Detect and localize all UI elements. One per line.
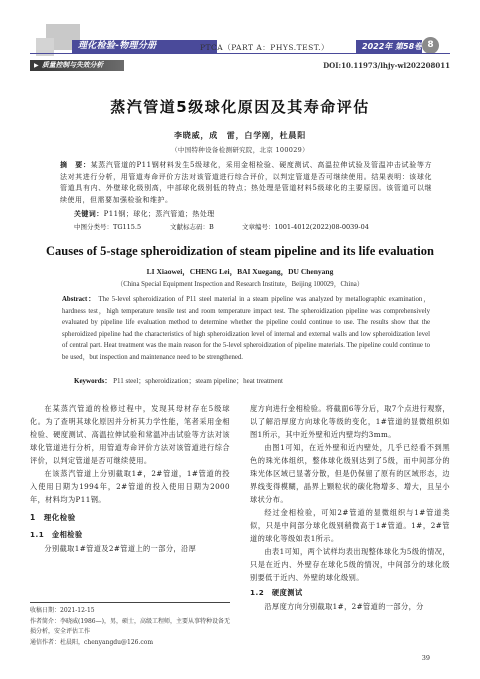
keywords-en bbox=[74, 376, 283, 386]
body-paragraph: 在该蒸汽管道上分别截取1#，2#管道，1#管道的投入使用日期为1994年，2#管道的投入使用日期为2000年，材料均为P11钢。 bbox=[30, 469, 230, 504]
section-label: 质量控制与失效分析 bbox=[42, 61, 104, 69]
section-tag bbox=[30, 60, 150, 71]
header-divider bbox=[30, 53, 450, 54]
abstract-cn bbox=[60, 159, 432, 206]
section-heading: 1 理化检验 bbox=[30, 513, 76, 522]
keywords-cn bbox=[74, 209, 215, 219]
clc-number: 中图分类号：TG115.5 bbox=[74, 223, 142, 231]
affiliation-en: （China Special Equipment Inspection and Research Institute，Beijing 100029，China） bbox=[116, 281, 364, 288]
body-paragraph: 度方向进行金相检验。将截面6等分后，取7个点进行观察，以了解沿厚度方向球化等级的变化，1#管道的显微组织如图1所示，其中近外壁和近内壁均约3mm。 bbox=[250, 404, 450, 439]
body-paragraph: 分别截取1#管道及2#管道上的一部分，沿厚 bbox=[44, 544, 197, 553]
document-code: 文献标志码：B bbox=[170, 223, 214, 231]
issue-number-badge: 8 bbox=[422, 37, 439, 54]
body-right-column bbox=[250, 402, 450, 613]
keywords-en-label: Keywords： bbox=[74, 377, 112, 385]
affiliation-cn: （中国特种设备检测研究院，北京 100029） bbox=[171, 146, 309, 154]
journal-brand: 理化检验-物理分册 bbox=[78, 41, 157, 51]
abstract-en-label: Abstract： bbox=[62, 296, 96, 303]
footnote-divider bbox=[30, 602, 230, 603]
page-header bbox=[0, 0, 480, 62]
abstract-en bbox=[62, 294, 430, 363]
abstract-cn-label: 摘 要： bbox=[60, 160, 91, 169]
body-paragraph: 沿厚度方向分别截取1#，2#管道的一部分，分 bbox=[264, 602, 424, 611]
article-number: 文章编号：1001-4012(2022)08-0039-04 bbox=[242, 223, 369, 231]
keywords-cn-text: P11钢；球化；蒸汽管道；热处理 bbox=[103, 210, 215, 218]
body-paragraph: 在某蒸汽管道的检修过程中，发现其母材存在5级球化。为了查明其球化原因并分析其力学性能，笔者采用金相检验、硬度测试、高温拉伸试验和常温冲击试验等方法对该球化管道进行分析，用管道寿命评价方法对该管道进行综合评价，以判定管道是否可继续使用。 bbox=[30, 404, 230, 465]
subsection-heading: 1.1 金相检验 bbox=[30, 530, 83, 539]
footnote bbox=[30, 606, 230, 648]
keywords-en-text: P11 steel；spheroidization；steam pipeline；heat treatment bbox=[113, 377, 283, 385]
body-paragraph: 经过金相检验，可知2#管道的显微组织与1#管道类似，只是中间部分球化级别稍微高于1#管道。1#，2#管道的球化等级如表1所示。 bbox=[250, 508, 450, 543]
authors-cn: 李晓威，成 雷，白学刚，杜晨阳 bbox=[174, 130, 306, 140]
year-issue: 2022年 第58卷 bbox=[362, 42, 423, 51]
page-number: 39 bbox=[421, 654, 430, 662]
abstract-cn-text: 某蒸汽管道的P11钢材料发生5级球化，采用金相检验、硬度测试、高温拉伸试验及管温冲击试验等方法对其进行分析，用管道寿命评价方法对该管道进行综合评价，以判定管道是否可继续使用。结果表明：该球化管道具有内、外壁球化级别高，中部球化级别低的特点；热处理是管道材料5级球化的主要原因。该管道可以继续使用，但需要加强检验和维护。 bbox=[60, 161, 432, 204]
page-title: 蒸汽管道5级球化原因及其寿命评估 bbox=[110, 98, 370, 116]
section-arrow-icon: ▶ bbox=[34, 62, 39, 69]
subsection-heading: 1.2 硬度测试 bbox=[250, 588, 303, 597]
body-paragraph: 由图1可知，在近外壁和近内壁处，几乎已经看不到黑色的珠光体组织，整体球化级别达到了5级，而中间部分的珠光体区域已显著分散，但是仍保留了原有的区域形态，边界线变得模糊，晶界上颗粒状的碳化物增多、增大，且呈小球状分布。 bbox=[250, 443, 450, 504]
body-left-column bbox=[30, 402, 230, 555]
doi: DOI:10.11973/lhjy-wl202208011 bbox=[323, 61, 450, 70]
author-bio: 作者简介：李晓威(1986—)，男，硕士，高级工程师，主要从事特种设备无损分析，安全评估工作 bbox=[30, 617, 230, 636]
abstract-en-text: The 5-level spheroidization of P11 steel material in a steam pipeline was analyzed by metallographic examination，hardness test，high temperature tensile test and room temperature impact test. The spheroidization pipeline was comprehensively evaluated by pipeline life evaluation method to determine whether the pipeline could continue to use. The results show that the spheroidized pipeline had the characteristics of high spheroidization level of internal and external walls and low spheroidization level of central part. Heat treatment was the main reason for the 5-level spheroidization of pipeline materials. The pipeline could continue to be used，but inspection and maintenance need to be strengthened. bbox=[62, 296, 431, 361]
keywords-cn-label: 关键词： bbox=[74, 209, 104, 218]
received-date: 收稿日期：2021-12-15 bbox=[30, 607, 95, 614]
title-en: Causes of 5-stage spheroidization of steam pipeline and its life evaluation bbox=[46, 244, 434, 258]
authors-en: LI Xiaowei，CHENG Lei，BAI Xuegang，DU Chenyang bbox=[146, 267, 334, 276]
journal-name: PTCA（PART A：PHYS.TEST.） bbox=[200, 43, 329, 52]
corresponding-author: 通信作者：杜晨阳，chenyangdu@126.com bbox=[30, 638, 154, 646]
body-paragraph: 由表1可知，两个试样均表出现整体球化为5级的情况，只是在近内、外壁存在球化5级的情况，中间部分的球化级别要低于近内、外壁的球化级别。 bbox=[250, 547, 450, 582]
